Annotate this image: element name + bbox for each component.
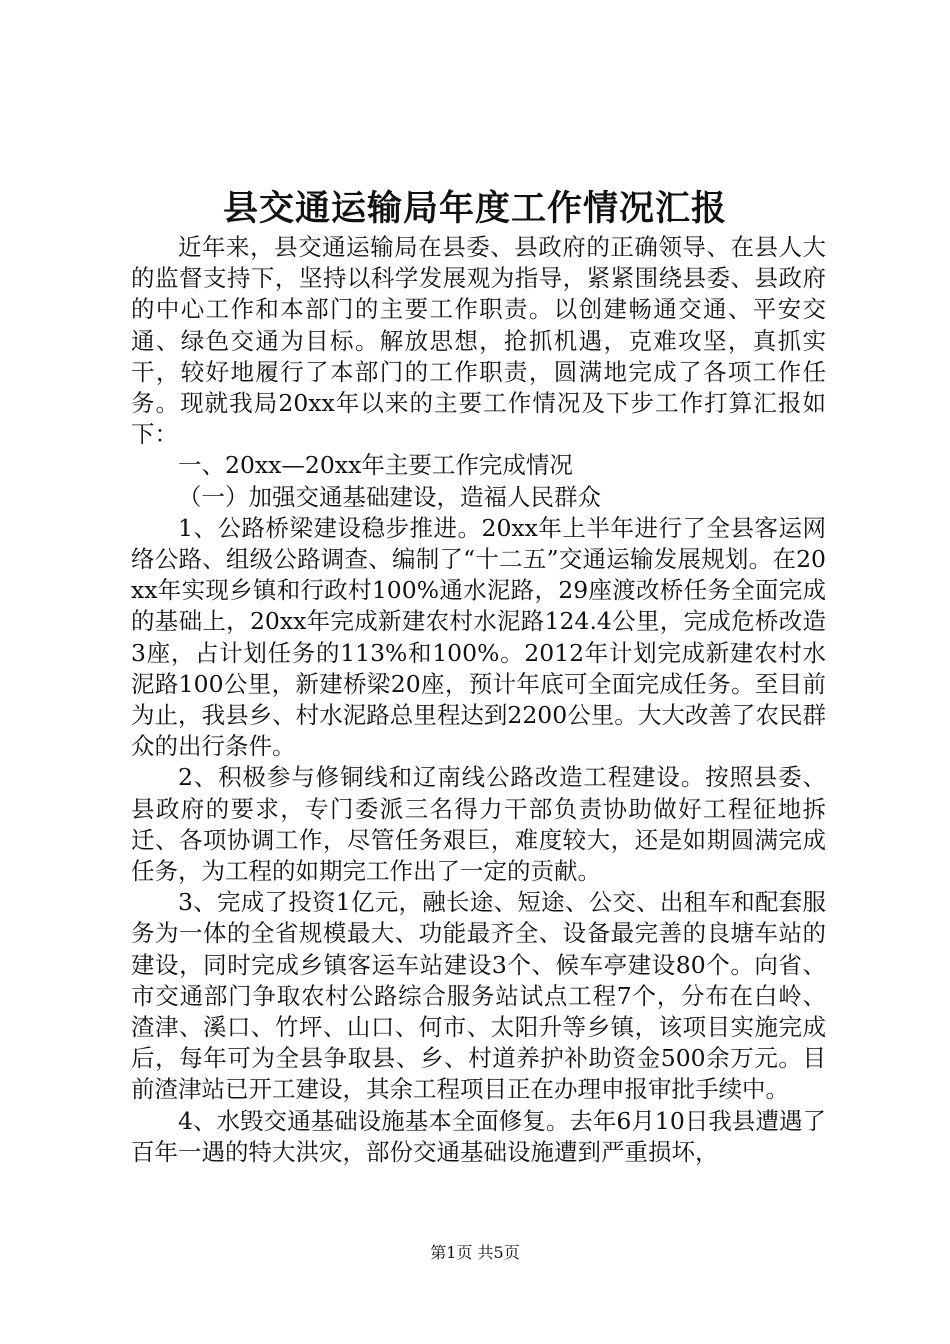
page-footer: 第1页 共5页 xyxy=(430,1243,520,1262)
item-2-paragraph: 2、积极参与修铜线和辽南线公路改造工程建设。按照县委、县政府的要求，专门委派三名得力干部负责协助做好工程征地拆迁、各项协调工作，尽管任务艰巨，难度较大，还是如期圆满完成任务，为工程的如期完工作出了一定的贡献。 xyxy=(131,763,826,886)
item-1-paragraph: 1、公路桥梁建设稳步推进。20xx年上半年进行了全县客运网络公路、组级公路调查、编制了“十二五”交通运输发展规划。在20xx年实现乡镇和行政村100%通水泥路，29座渡改桥任务全面完成的基础上，20xx年完成新建农村水泥路124.4公里，完成危桥改造3座，占计划任务的113%和100%。2012年计划完成新建农村水泥路100公里，新建桥梁20座，预计年底可全面完成任务。至目前为止，我县乡、村水泥路总里程达到2200公里。大大改善了农民群众的出行条件。 xyxy=(131,513,826,761)
intro-paragraph: 近年来，县交通运输局在县委、县政府的正确领导、在县人大的监督支持下，坚持以科学发展观为指导，紧紧围绕县委、县政府的中心工作和本部门的主要工作职责。以创建畅通交通、平安交通、绿色交通为目标。解放思想，抢抓机遇，克难攻坚，真抓实干，较好地履行了本部门的工作职责，圆满地完成了各项工作任务。现就我局20xx年以来的主要工作情况及下步工作打算汇报如下： xyxy=(131,233,826,449)
document-title: 县交通运输局年度工作情况汇报 xyxy=(222,188,727,229)
item-3-paragraph: 3、完成了投资1亿元，融长途、短途、公交、出租车和配套服务为一体的全省规模最大、功能最齐全、设备最完善的良塘车站的建设，同时完成乡镇客运车站建设3个、候车亭建设80个。向省、市交通部门争取农村公路综合服务站试点工程7个，分布在白岭、渣津、溪口、竹坪、山口、何市、太阳升等乡镇，该项目实施完成后，每年可为全县争取县、乡、村道养护补助资金500余万元。目前渣津站已开工建设，其余工程项目正在办理申报审批手续中。 xyxy=(131,888,826,1104)
item-4-paragraph: 4、水毁交通基础设施基本全面修复。去年6月10日我县遭遇了百年一遇的特大洪灾，部份交通基础设施遭到严重损坏， xyxy=(131,1106,826,1166)
section-heading: 一、20xx—20xx年主要工作完成情况 xyxy=(178,451,573,480)
document-body xyxy=(131,232,826,1168)
subsection-heading: （一）加强交通基础建设，造福人民群众 xyxy=(178,482,601,511)
